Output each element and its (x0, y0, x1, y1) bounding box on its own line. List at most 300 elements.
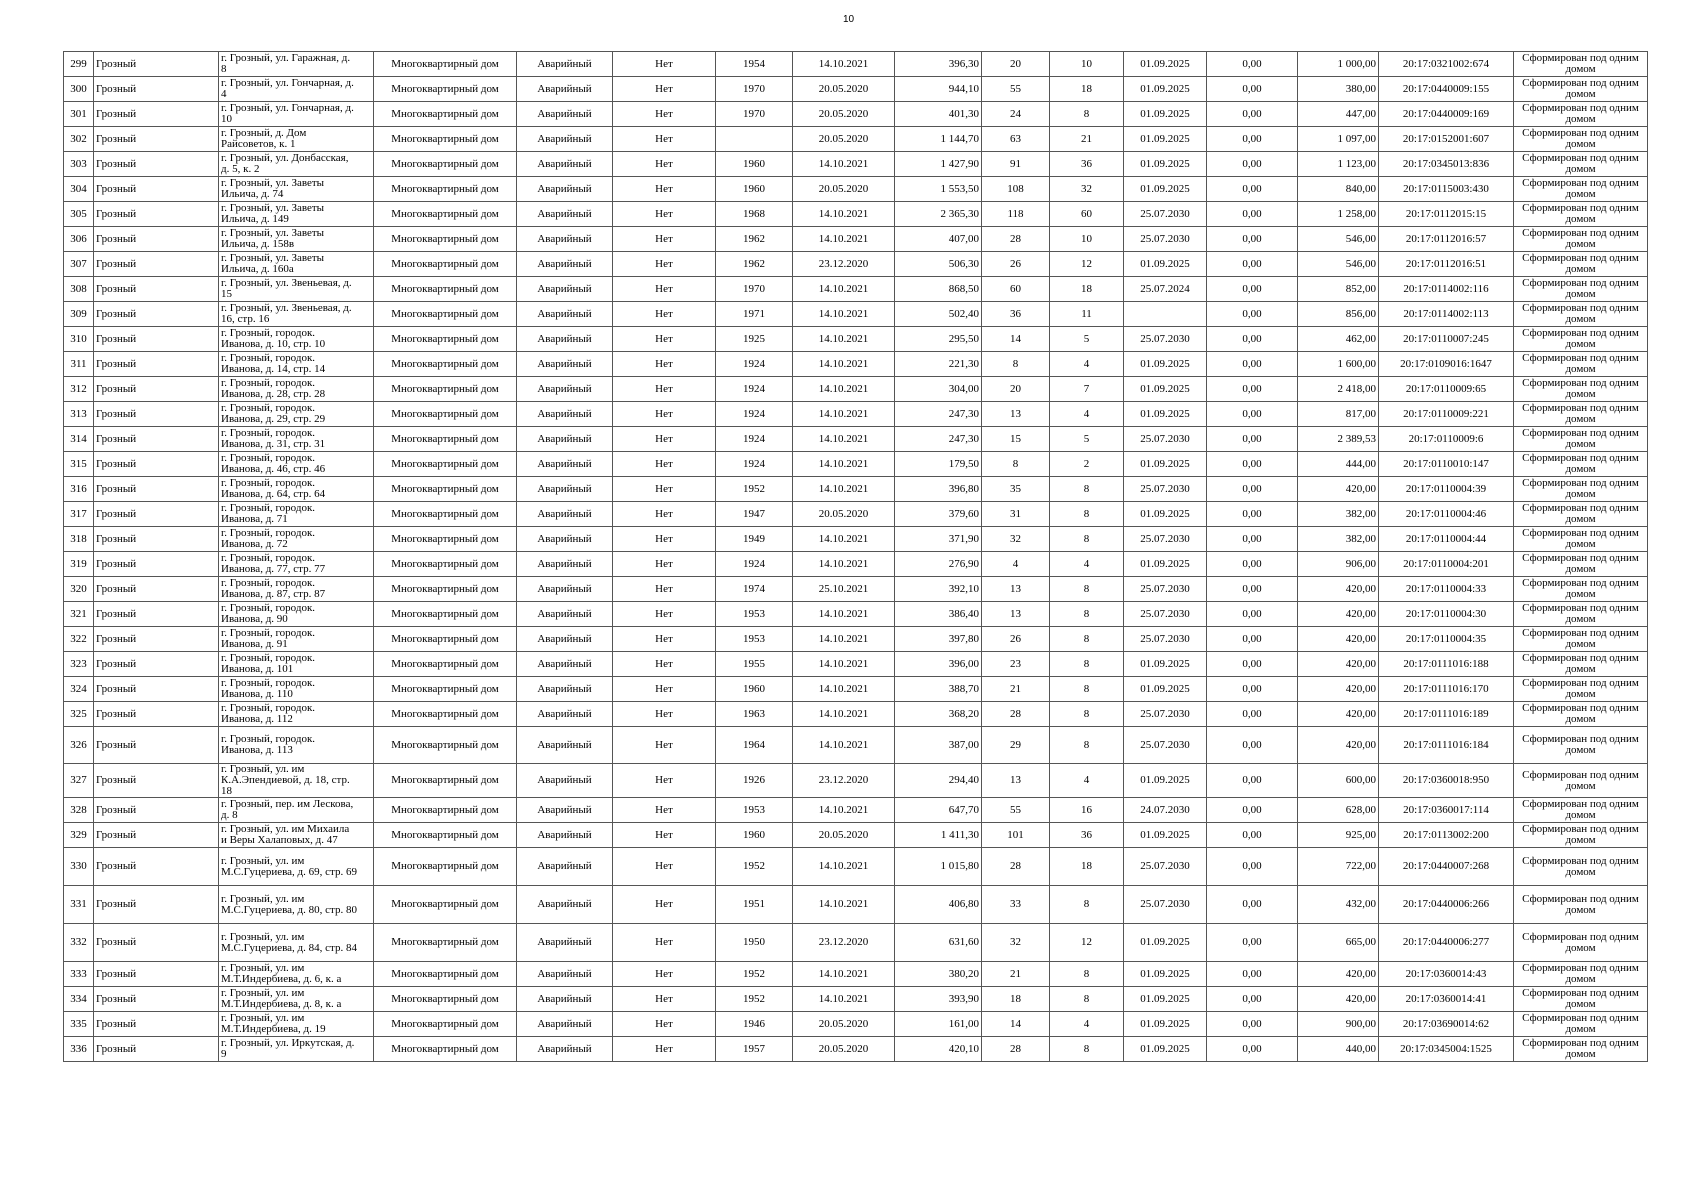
building-type-cell: Многоквартирный дом (374, 352, 517, 377)
land-plot-status-cell: Сформирован под одним домом (1514, 327, 1648, 352)
build-year-cell: 1924 (716, 377, 793, 402)
residents-cell: 13 (982, 577, 1050, 602)
table-row (64, 602, 1648, 627)
cost-cell: 0,00 (1207, 102, 1298, 127)
land-plot-status-cell: Сформирован под одним домом (1514, 848, 1648, 886)
row-number-cell: 305 (64, 202, 94, 227)
condition-cell: Аварийный (517, 627, 613, 652)
cost-cell: 0,00 (1207, 886, 1298, 924)
row-number-cell: 316 (64, 477, 94, 502)
table-row (64, 452, 1648, 477)
building-type-cell: Многоквартирный дом (374, 152, 517, 177)
apartments-cell: 8 (1050, 602, 1124, 627)
in-program-cell: Нет (613, 527, 716, 552)
condition-cell: Аварийный (517, 1037, 613, 1062)
cadastral-number-cell: 20:17:0440009:169 (1379, 102, 1514, 127)
cadastral-number-cell: 20:17:0110004:39 (1379, 477, 1514, 502)
resettlement-deadline-cell: 01.09.2025 (1124, 502, 1207, 527)
condition-cell: Аварийный (517, 452, 613, 477)
address-cell: г. Грозный, ул. им М.С.Гуцериева, д. 80, стр. 80 (219, 886, 374, 924)
building-type-cell: Многоквартирный дом (374, 327, 517, 352)
resettlement-deadline-cell: 01.09.2025 (1124, 924, 1207, 962)
in-program-cell: Нет (613, 302, 716, 327)
apartments-cell: 8 (1050, 677, 1124, 702)
residents-cell: 26 (982, 627, 1050, 652)
in-program-cell: Нет (613, 452, 716, 477)
residents-cell: 13 (982, 602, 1050, 627)
land-area-cell: 840,00 (1298, 177, 1379, 202)
settlement-cell: Грозный (94, 277, 219, 302)
recognition-date-cell: 14.10.2021 (793, 886, 895, 924)
resettlement-deadline-cell (1124, 302, 1207, 327)
cadastral-number-cell: 20:17:0113002:200 (1379, 823, 1514, 848)
build-year-cell: 1960 (716, 177, 793, 202)
in-program-cell: Нет (613, 764, 716, 798)
land-area-cell: 546,00 (1298, 227, 1379, 252)
table-row (64, 277, 1648, 302)
apartments-cell: 8 (1050, 577, 1124, 602)
build-year-cell: 1952 (716, 987, 793, 1012)
land-area-cell: 665,00 (1298, 924, 1379, 962)
residents-cell: 14 (982, 1012, 1050, 1037)
apartments-cell: 8 (1050, 502, 1124, 527)
resettlement-deadline-cell: 25.07.2030 (1124, 627, 1207, 652)
table-row (64, 552, 1648, 577)
building-type-cell: Многоквартирный дом (374, 627, 517, 652)
land-area-cell: 2 389,53 (1298, 427, 1379, 452)
build-year-cell: 1963 (716, 702, 793, 727)
row-number-cell: 325 (64, 702, 94, 727)
table-row (64, 962, 1648, 987)
table-row (64, 352, 1648, 377)
recognition-date-cell: 20.05.2020 (793, 823, 895, 848)
cost-cell: 0,00 (1207, 823, 1298, 848)
in-program-cell: Нет (613, 962, 716, 987)
area-cell: 1 015,80 (895, 848, 982, 886)
settlement-cell: Грозный (94, 227, 219, 252)
build-year-cell: 1970 (716, 277, 793, 302)
in-program-cell: Нет (613, 77, 716, 102)
area-cell: 392,10 (895, 577, 982, 602)
table-row (64, 402, 1648, 427)
address-cell: г. Грозный, городок. Иванова, д. 46, стр. 46 (219, 452, 374, 477)
recognition-date-cell: 20.05.2020 (793, 77, 895, 102)
row-number-cell: 331 (64, 886, 94, 924)
recognition-date-cell: 14.10.2021 (793, 677, 895, 702)
cost-cell: 0,00 (1207, 227, 1298, 252)
building-type-cell: Многоквартирный дом (374, 477, 517, 502)
build-year-cell: 1953 (716, 602, 793, 627)
residents-cell: 13 (982, 764, 1050, 798)
build-year-cell: 1953 (716, 798, 793, 823)
resettlement-deadline-cell: 25.07.2030 (1124, 577, 1207, 602)
recognition-date-cell: 14.10.2021 (793, 402, 895, 427)
condition-cell: Аварийный (517, 577, 613, 602)
address-cell: г. Грозный, городок. Иванова, д. 112 (219, 702, 374, 727)
apartments-cell: 8 (1050, 702, 1124, 727)
cost-cell: 0,00 (1207, 987, 1298, 1012)
area-cell: 396,30 (895, 52, 982, 77)
residents-cell: 8 (982, 452, 1050, 477)
address-cell: г. Грозный, городок. Иванова, д. 64, стр. 64 (219, 477, 374, 502)
land-plot-status-cell: Сформирован под одним домом (1514, 702, 1648, 727)
area-cell: 868,50 (895, 277, 982, 302)
land-area-cell: 1 123,00 (1298, 152, 1379, 177)
residents-cell: 13 (982, 402, 1050, 427)
land-plot-status-cell: Сформирован под одним домом (1514, 823, 1648, 848)
table-row (64, 886, 1648, 924)
cadastral-number-cell: 20:17:0440007:268 (1379, 848, 1514, 886)
cost-cell: 0,00 (1207, 77, 1298, 102)
in-program-cell: Нет (613, 1037, 716, 1062)
settlement-cell: Грозный (94, 798, 219, 823)
residents-cell: 101 (982, 823, 1050, 848)
cost-cell: 0,00 (1207, 848, 1298, 886)
building-type-cell: Многоквартирный дом (374, 252, 517, 277)
settlement-cell: Грозный (94, 924, 219, 962)
table-row (64, 924, 1648, 962)
area-cell: 247,30 (895, 402, 982, 427)
condition-cell: Аварийный (517, 302, 613, 327)
area-cell: 276,90 (895, 552, 982, 577)
area-cell: 386,40 (895, 602, 982, 627)
apartments-cell: 2 (1050, 452, 1124, 477)
in-program-cell: Нет (613, 602, 716, 627)
apartments-cell: 8 (1050, 102, 1124, 127)
residents-cell: 24 (982, 102, 1050, 127)
settlement-cell: Грозный (94, 502, 219, 527)
address-cell: г. Грозный, городок. Иванова, д. 101 (219, 652, 374, 677)
land-plot-status-cell: Сформирован под одним домом (1514, 627, 1648, 652)
in-program-cell: Нет (613, 677, 716, 702)
in-program-cell: Нет (613, 427, 716, 452)
in-program-cell: Нет (613, 987, 716, 1012)
housing-registry-table (63, 51, 1648, 1062)
settlement-cell: Грозный (94, 677, 219, 702)
row-number-cell: 330 (64, 848, 94, 886)
settlement-cell: Грозный (94, 727, 219, 764)
in-program-cell: Нет (613, 577, 716, 602)
address-cell: г. Грозный, городок. Иванова, д. 71 (219, 502, 374, 527)
land-area-cell: 546,00 (1298, 252, 1379, 277)
address-cell: г. Грозный, ул. Гончарная, д. 4 (219, 77, 374, 102)
cadastral-number-cell: 20:17:0152001:607 (1379, 127, 1514, 152)
building-type-cell: Многоквартирный дом (374, 302, 517, 327)
land-plot-status-cell: Сформирован под одним домом (1514, 177, 1648, 202)
cost-cell: 0,00 (1207, 1037, 1298, 1062)
cadastral-number-cell: 20:17:0360017:114 (1379, 798, 1514, 823)
land-area-cell: 420,00 (1298, 652, 1379, 677)
cost-cell: 0,00 (1207, 1012, 1298, 1037)
apartments-cell: 18 (1050, 277, 1124, 302)
build-year-cell: 1924 (716, 402, 793, 427)
condition-cell: Аварийный (517, 52, 613, 77)
condition-cell: Аварийный (517, 327, 613, 352)
cost-cell: 0,00 (1207, 127, 1298, 152)
condition-cell: Аварийный (517, 652, 613, 677)
settlement-cell: Грозный (94, 377, 219, 402)
land-area-cell: 420,00 (1298, 602, 1379, 627)
build-year-cell: 1952 (716, 962, 793, 987)
apartments-cell: 4 (1050, 402, 1124, 427)
in-program-cell: Нет (613, 552, 716, 577)
in-program-cell: Нет (613, 127, 716, 152)
build-year-cell: 1960 (716, 152, 793, 177)
cadastral-number-cell: 20:17:0112016:57 (1379, 227, 1514, 252)
apartments-cell: 8 (1050, 1037, 1124, 1062)
resettlement-deadline-cell: 01.09.2025 (1124, 52, 1207, 77)
resettlement-deadline-cell: 01.09.2025 (1124, 252, 1207, 277)
cost-cell: 0,00 (1207, 652, 1298, 677)
residents-cell: 118 (982, 202, 1050, 227)
row-number-cell: 323 (64, 652, 94, 677)
cost-cell: 0,00 (1207, 577, 1298, 602)
in-program-cell: Нет (613, 352, 716, 377)
cost-cell: 0,00 (1207, 427, 1298, 452)
page-number: 10 (842, 14, 855, 25)
settlement-cell: Грозный (94, 962, 219, 987)
recognition-date-cell: 14.10.2021 (793, 702, 895, 727)
build-year-cell: 1962 (716, 227, 793, 252)
in-program-cell: Нет (613, 477, 716, 502)
recognition-date-cell: 14.10.2021 (793, 377, 895, 402)
resettlement-deadline-cell: 01.09.2025 (1124, 962, 1207, 987)
land-plot-status-cell: Сформирован под одним домом (1514, 477, 1648, 502)
apartments-cell: 8 (1050, 886, 1124, 924)
area-cell: 393,90 (895, 987, 982, 1012)
settlement-cell: Грозный (94, 702, 219, 727)
address-cell: г. Грозный, городок. Иванова, д. 77, стр. 77 (219, 552, 374, 577)
cadastral-number-cell: 20:17:0110009:221 (1379, 402, 1514, 427)
table-row (64, 127, 1648, 152)
residents-cell: 60 (982, 277, 1050, 302)
land-plot-status-cell: Сформирован под одним домом (1514, 77, 1648, 102)
cost-cell: 0,00 (1207, 764, 1298, 798)
land-plot-status-cell: Сформирован под одним домом (1514, 962, 1648, 987)
build-year-cell: 1924 (716, 552, 793, 577)
land-area-cell: 420,00 (1298, 962, 1379, 987)
table-row (64, 377, 1648, 402)
condition-cell: Аварийный (517, 127, 613, 152)
cadastral-number-cell: 20:17:0112016:51 (1379, 252, 1514, 277)
build-year-cell: 1960 (716, 677, 793, 702)
building-type-cell: Многоквартирный дом (374, 677, 517, 702)
cadastral-number-cell: 20:17:0111016:189 (1379, 702, 1514, 727)
build-year-cell: 1960 (716, 823, 793, 848)
apartments-cell: 16 (1050, 798, 1124, 823)
build-year-cell: 1925 (716, 327, 793, 352)
area-cell: 631,60 (895, 924, 982, 962)
residents-cell: 28 (982, 848, 1050, 886)
address-cell: г. Грозный, ул. Гончарная, д. 10 (219, 102, 374, 127)
cost-cell: 0,00 (1207, 798, 1298, 823)
build-year-cell: 1957 (716, 1037, 793, 1062)
land-plot-status-cell: Сформирован под одним домом (1514, 764, 1648, 798)
land-area-cell: 420,00 (1298, 677, 1379, 702)
row-number-cell: 332 (64, 924, 94, 962)
land-area-cell: 420,00 (1298, 477, 1379, 502)
resettlement-deadline-cell: 01.09.2025 (1124, 1012, 1207, 1037)
land-plot-status-cell: Сформирован под одним домом (1514, 1037, 1648, 1062)
row-number-cell: 313 (64, 402, 94, 427)
land-area-cell: 447,00 (1298, 102, 1379, 127)
in-program-cell: Нет (613, 277, 716, 302)
cadastral-number-cell: 20:17:0110004:30 (1379, 602, 1514, 627)
building-type-cell: Многоквартирный дом (374, 652, 517, 677)
row-number-cell: 302 (64, 127, 94, 152)
cadastral-number-cell: 20:17:0110004:201 (1379, 552, 1514, 577)
address-cell: г. Грозный, городок. Иванова, д. 10, стр. 10 (219, 327, 374, 352)
building-type-cell: Многоквартирный дом (374, 823, 517, 848)
recognition-date-cell: 14.10.2021 (793, 277, 895, 302)
residents-cell: 33 (982, 886, 1050, 924)
in-program-cell: Нет (613, 924, 716, 962)
resettlement-deadline-cell: 01.09.2025 (1124, 377, 1207, 402)
build-year-cell: 1952 (716, 477, 793, 502)
row-number-cell: 326 (64, 727, 94, 764)
area-cell: 407,00 (895, 227, 982, 252)
resettlement-deadline-cell: 01.09.2025 (1124, 127, 1207, 152)
apartments-cell: 8 (1050, 527, 1124, 552)
address-cell: г. Грозный, городок. Иванова, д. 29, стр. 29 (219, 402, 374, 427)
condition-cell: Аварийный (517, 552, 613, 577)
settlement-cell: Грозный (94, 823, 219, 848)
build-year-cell: 1950 (716, 924, 793, 962)
condition-cell: Аварийный (517, 177, 613, 202)
recognition-date-cell: 14.10.2021 (793, 627, 895, 652)
apartments-cell: 12 (1050, 924, 1124, 962)
recognition-date-cell: 14.10.2021 (793, 652, 895, 677)
table-row (64, 202, 1648, 227)
land-plot-status-cell: Сформирован под одним домом (1514, 102, 1648, 127)
land-area-cell: 1 097,00 (1298, 127, 1379, 152)
apartments-cell: 8 (1050, 987, 1124, 1012)
build-year-cell: 1924 (716, 452, 793, 477)
address-cell: г. Грозный, ул. им М.Т.Индербиева, д. 8, к. а (219, 987, 374, 1012)
recognition-date-cell: 14.10.2021 (793, 477, 895, 502)
in-program-cell: Нет (613, 1012, 716, 1037)
condition-cell: Аварийный (517, 102, 613, 127)
building-type-cell: Многоквартирный дом (374, 848, 517, 886)
address-cell: г. Грозный, городок. Иванова, д. 91 (219, 627, 374, 652)
address-cell: г. Грозный, городок. Иванова, д. 72 (219, 527, 374, 552)
row-number-cell: 317 (64, 502, 94, 527)
row-number-cell: 321 (64, 602, 94, 627)
condition-cell: Аварийный (517, 427, 613, 452)
settlement-cell: Грозный (94, 252, 219, 277)
table-row (64, 227, 1648, 252)
build-year-cell: 1971 (716, 302, 793, 327)
table-row (64, 798, 1648, 823)
land-plot-status-cell: Сформирован под одним домом (1514, 402, 1648, 427)
condition-cell: Аварийный (517, 702, 613, 727)
recognition-date-cell: 14.10.2021 (793, 962, 895, 987)
settlement-cell: Грозный (94, 552, 219, 577)
recognition-date-cell: 20.05.2020 (793, 502, 895, 527)
condition-cell: Аварийный (517, 502, 613, 527)
building-type-cell: Многоквартирный дом (374, 1037, 517, 1062)
area-cell: 295,50 (895, 327, 982, 352)
table-row (64, 52, 1648, 77)
residents-cell: 28 (982, 1037, 1050, 1062)
settlement-cell: Грозный (94, 127, 219, 152)
cadastral-number-cell: 20:17:0110004:44 (1379, 527, 1514, 552)
row-number-cell: 315 (64, 452, 94, 477)
building-type-cell: Многоквартирный дом (374, 402, 517, 427)
building-type-cell: Многоквартирный дом (374, 102, 517, 127)
land-plot-status-cell: Сформирован под одним домом (1514, 502, 1648, 527)
recognition-date-cell: 23.12.2020 (793, 924, 895, 962)
residents-cell: 91 (982, 152, 1050, 177)
cadastral-number-cell: 20:17:0345004:1525 (1379, 1037, 1514, 1062)
address-cell: г. Грозный, городок. Иванова, д. 87, стр. 87 (219, 577, 374, 602)
resettlement-deadline-cell: 25.07.2024 (1124, 277, 1207, 302)
apartments-cell: 32 (1050, 177, 1124, 202)
building-type-cell: Многоквартирный дом (374, 277, 517, 302)
resettlement-deadline-cell: 01.09.2025 (1124, 452, 1207, 477)
cost-cell: 0,00 (1207, 552, 1298, 577)
residents-cell: 4 (982, 552, 1050, 577)
condition-cell: Аварийный (517, 602, 613, 627)
area-cell: 2 365,30 (895, 202, 982, 227)
address-cell: г. Грозный, д. Дом Райсоветов, к. 1 (219, 127, 374, 152)
resettlement-deadline-cell: 01.09.2025 (1124, 177, 1207, 202)
apartments-cell: 4 (1050, 552, 1124, 577)
address-cell: г. Грозный, городок. Иванова, д. 14, стр. 14 (219, 352, 374, 377)
row-number-cell: 309 (64, 302, 94, 327)
condition-cell: Аварийный (517, 277, 613, 302)
apartments-cell: 21 (1050, 127, 1124, 152)
in-program-cell: Нет (613, 202, 716, 227)
in-program-cell: Нет (613, 377, 716, 402)
cadastral-number-cell: 20:17:0112015:15 (1379, 202, 1514, 227)
row-number-cell: 311 (64, 352, 94, 377)
in-program-cell: Нет (613, 402, 716, 427)
resettlement-deadline-cell: 01.09.2025 (1124, 677, 1207, 702)
land-plot-status-cell: Сформирован под одним домом (1514, 987, 1648, 1012)
row-number-cell: 310 (64, 327, 94, 352)
cadastral-number-cell: 20:17:0321002:674 (1379, 52, 1514, 77)
settlement-cell: Грозный (94, 202, 219, 227)
recognition-date-cell: 14.10.2021 (793, 202, 895, 227)
in-program-cell: Нет (613, 627, 716, 652)
land-plot-status-cell: Сформирован под одним домом (1514, 552, 1648, 577)
land-plot-status-cell: Сформирован под одним домом (1514, 252, 1648, 277)
land-area-cell: 380,00 (1298, 77, 1379, 102)
land-area-cell: 925,00 (1298, 823, 1379, 848)
apartments-cell: 11 (1050, 302, 1124, 327)
build-year-cell: 1968 (716, 202, 793, 227)
resettlement-deadline-cell: 25.07.2030 (1124, 327, 1207, 352)
resettlement-deadline-cell: 01.09.2025 (1124, 823, 1207, 848)
row-number-cell: 319 (64, 552, 94, 577)
area-cell: 368,20 (895, 702, 982, 727)
table-row (64, 527, 1648, 552)
building-type-cell: Многоквартирный дом (374, 202, 517, 227)
land-area-cell: 900,00 (1298, 1012, 1379, 1037)
cost-cell: 0,00 (1207, 152, 1298, 177)
table-row (64, 1037, 1648, 1062)
building-type-cell: Многоквартирный дом (374, 764, 517, 798)
table-row (64, 302, 1648, 327)
resettlement-deadline-cell: 25.07.2030 (1124, 427, 1207, 452)
apartments-cell: 10 (1050, 227, 1124, 252)
row-number-cell: 324 (64, 677, 94, 702)
apartments-cell: 18 (1050, 848, 1124, 886)
apartments-cell: 36 (1050, 152, 1124, 177)
settlement-cell: Грозный (94, 886, 219, 924)
row-number-cell: 336 (64, 1037, 94, 1062)
